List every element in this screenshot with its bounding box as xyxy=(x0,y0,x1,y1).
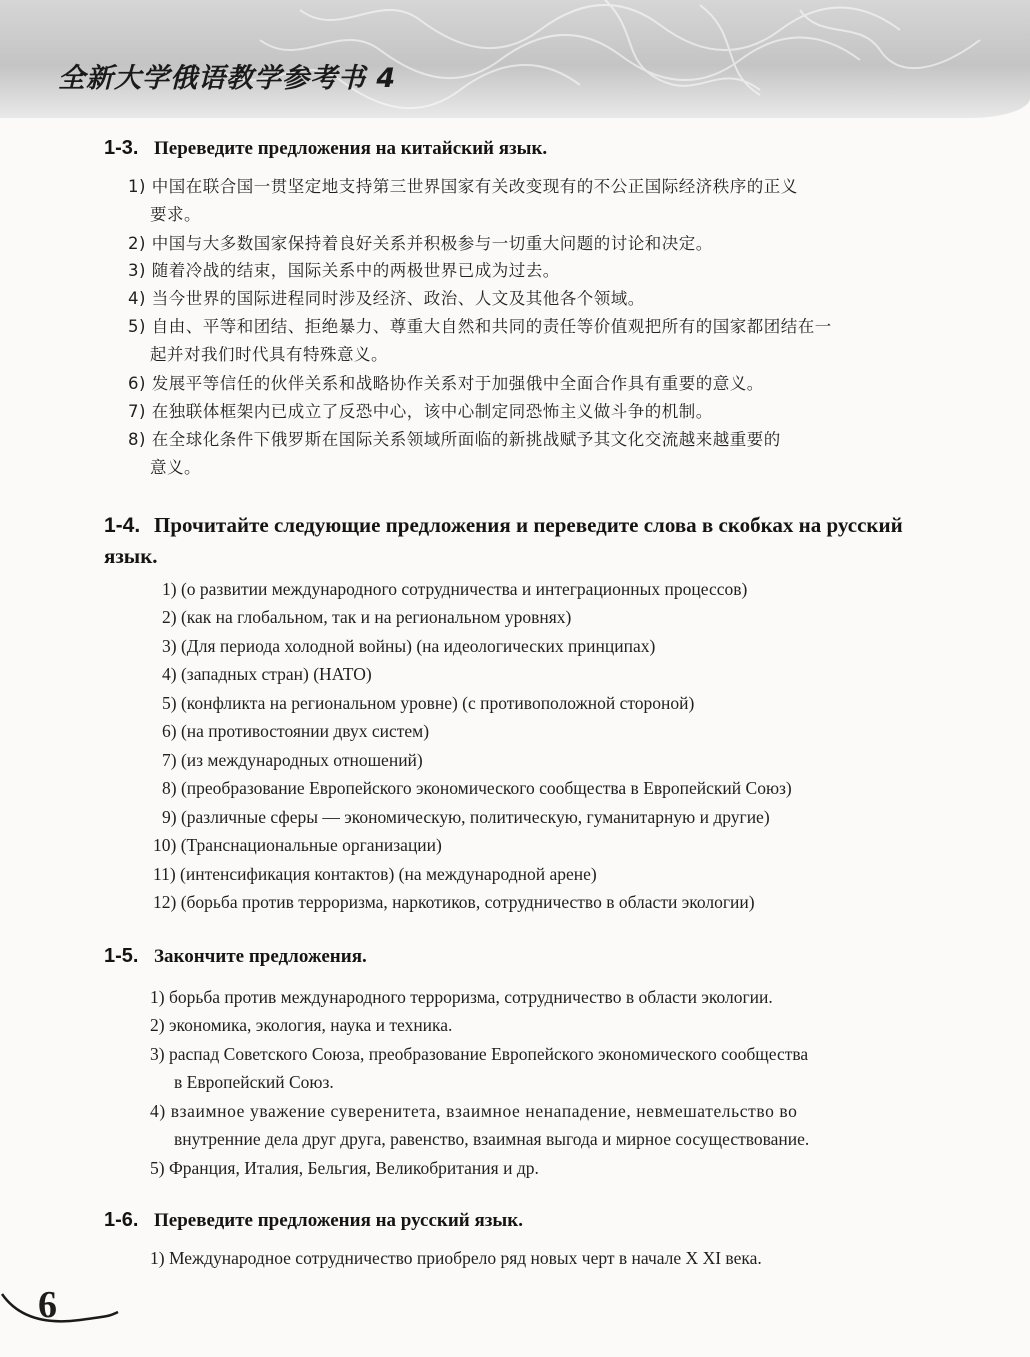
list-item: 12) (борьба против терроризма, наркотиков, сотрудничество в области экологии) xyxy=(153,892,755,912)
item-text: 发展平等信任的伙伴关系和战略协作关系对于加强俄中全面合作具有重要的意义。 xyxy=(151,374,764,393)
section-number: 1-6. xyxy=(104,1209,139,1231)
list-item xyxy=(128,256,560,285)
list-item xyxy=(150,1040,808,1069)
item-number: 1) xyxy=(150,987,165,1007)
list-item: 3) (Для периода холодной войны) (на идеологических принципах) xyxy=(162,636,656,656)
item-number: 1) xyxy=(150,1248,165,1268)
section-heading: Переведите предложения на китайский язык. xyxy=(154,138,548,159)
item-number: 5) xyxy=(150,1158,165,1178)
list-item xyxy=(128,172,798,201)
list-item-continuation: 要求。 xyxy=(150,205,201,224)
item-text: 自由、平等和团结、拒绝暴力、尊重大自然和共同的责任等价值观把所有的国家都团结在一 xyxy=(151,317,832,336)
item-number: 6) xyxy=(128,374,146,393)
section-heading: Переведите предложения на русский язык. xyxy=(154,1210,523,1231)
item-number: 5) xyxy=(128,317,146,336)
list-item: 2) (как на глобальном, так и на региональном уровнях) xyxy=(162,607,572,627)
page-number: 6 xyxy=(38,1284,57,1326)
list-item xyxy=(150,1097,798,1126)
header-title: 全新大学俄语教学参考书 4 xyxy=(58,63,397,94)
list-item: 6) (на противостоянии двух систем) xyxy=(162,721,430,741)
item-text: 中国与大多数国家保持着良好关系并积极参与一切重大问题的讨论和决定。 xyxy=(151,234,713,253)
item-number: 2) xyxy=(128,234,146,253)
item-text: Международное сотрудничество приобрело ряд новых черт в начале X XI века. xyxy=(168,1248,762,1268)
section-heading: Прочитайте следующие предложения и переведите слова в скобках на русский язык. xyxy=(104,513,903,568)
list-item: 4) (западных стран) (НАТО) xyxy=(162,664,372,684)
section-heading: Закончите предложения. xyxy=(154,946,367,967)
list-item: 1) (о развитии международного сотрудничества и интеграционных процессов) xyxy=(162,579,748,599)
section-title-1-4 xyxy=(104,510,954,571)
list-item: 7) (из международных отношений) xyxy=(162,750,423,770)
item-text: взаимное уважение суверенитета, взаимное ненападение, невмешательство во xyxy=(170,1101,798,1121)
item-text: Франция, Италия, Бельгия, Великобритания и др. xyxy=(168,1158,539,1178)
item-text: экономика, экология, наука и техника. xyxy=(168,1015,453,1035)
section-number: 1-4. xyxy=(104,514,141,537)
section-number: 1-3. xyxy=(104,137,139,159)
list-item-continuation: 意义。 xyxy=(150,458,201,477)
item-text: 当今世界的国际进程同时涉及经济、政治、人文及其他各个领域。 xyxy=(151,289,645,308)
item-text: 在全球化条件下俄罗斯在国际关系领域所面临的新挑战赋予其文化交流越来越重要的 xyxy=(151,430,781,449)
list-item xyxy=(150,983,773,1012)
list-item xyxy=(150,1154,539,1183)
list-item: 10) (Транснациональные организации) xyxy=(153,835,442,855)
list-item: 11) (интенсификация контактов) (на международной арене) xyxy=(153,864,597,884)
list-item xyxy=(150,1244,762,1273)
list-item: 9) (различные сферы — экономическую, политическую, гуманитарную и другие) xyxy=(162,807,770,827)
item-number: 4) xyxy=(150,1101,166,1121)
page-number-curve xyxy=(0,1290,120,1330)
item-text: 中国在联合国一贯坚定地支持第三世界国家有关改变现有的不公正国际经济秩序的正义 xyxy=(151,177,798,196)
section-title-1-6 xyxy=(104,1209,523,1232)
list-item: 8) (преобразование Европейского экономического сообщества в Европейский Союз) xyxy=(162,778,792,798)
item-number: 8) xyxy=(128,430,146,449)
item-number: 2) xyxy=(150,1015,165,1035)
section-title-1-5 xyxy=(104,945,367,968)
item-number: 3) xyxy=(150,1044,165,1064)
list-item-continuation: 起并对我们时代具有特殊意义。 xyxy=(150,345,388,364)
item-number: 4) xyxy=(128,289,146,308)
list-item xyxy=(128,312,832,341)
item-number: 1) xyxy=(128,177,146,196)
header-band xyxy=(0,0,1030,118)
list-item-continuation: внутренние дела друг друга, равенство, взаимная выгода и мирное сосуществование. xyxy=(174,1129,810,1149)
list-item xyxy=(128,397,713,426)
item-text: 在独联体框架内已成立了反恐中心，该中心制定同恐怖主义做斗争的机制。 xyxy=(151,402,713,421)
section-title-1-3 xyxy=(104,137,547,160)
list-item xyxy=(128,425,781,454)
item-text: 随着冷战的结束，国际关系中的两极世界已成为过去。 xyxy=(151,261,560,280)
item-number: 7) xyxy=(128,402,146,421)
list-item: 5) (конфликта на региональном уровне) (с противоположной стороной) xyxy=(162,693,695,713)
item-number: 3) xyxy=(128,261,146,280)
item-text: борьба против международного терроризма, сотрудничество в области экологии. xyxy=(168,987,773,1007)
list-item xyxy=(128,284,645,313)
list-item xyxy=(128,369,764,398)
list-item xyxy=(150,1011,452,1040)
item-text: распад Советского Союза, преобразование Европейского экономического сообщества xyxy=(168,1044,809,1064)
list-item xyxy=(128,229,713,258)
section-number: 1-5. xyxy=(104,945,139,967)
list-item-continuation: в Европейский Союз. xyxy=(174,1072,334,1092)
